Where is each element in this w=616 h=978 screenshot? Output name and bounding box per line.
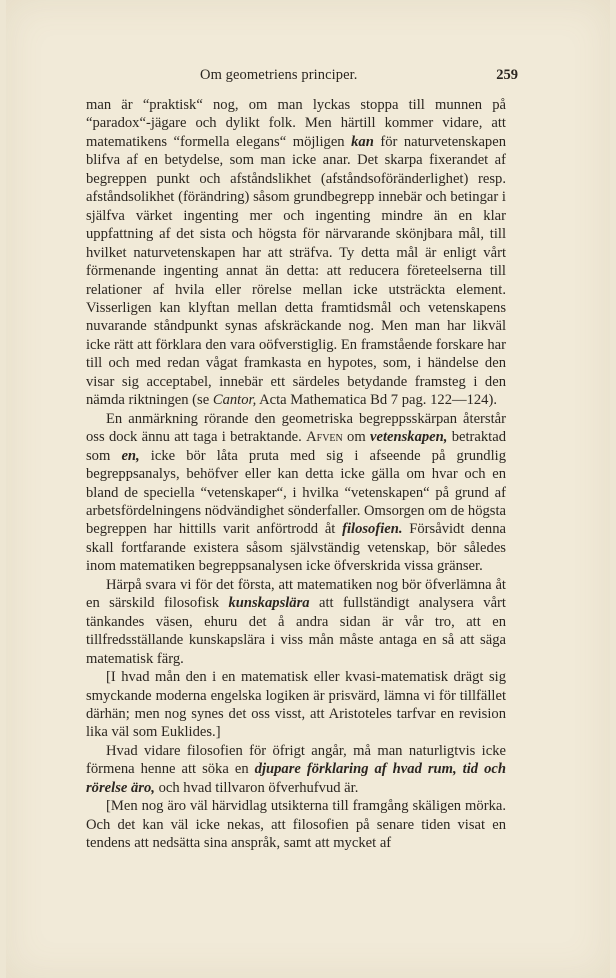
book-page [6, 0, 610, 978]
emphasis-run: kunskapslära [228, 595, 310, 612]
emphasis-run: Cantor, [212, 392, 257, 409]
small-caps-run: Afven [306, 429, 343, 446]
text-run: Acta Mathematica Bd 7 pag. 122—124). [256, 392, 497, 409]
text-run: Hvad vidare filosofien för öfrigt angår, må man naturligtvis icke förmena henne att söka en [86, 742, 506, 778]
text-run: icke bör låta pruta med sig i afseende på grundlig begreppsanalys, behöfver eller kan detta icke gälla om hvar och en bland de speciella “vetenskaper“, i hvilka “vetenskapen“ på grund af arbetsfördelningens nödvändighet sönderfaller. Omsorgen om de högsta begreppen har hittills varit anförtrodd åt [86, 447, 507, 538]
paragraph [86, 797, 506, 852]
paragraph [86, 410, 506, 576]
paragraph [86, 96, 506, 410]
emphasis-run: djupare förklaring af hvad rum, tid och rörelse äro, [86, 761, 506, 796]
text-run: En anmärkning rörande den geometriska begreppsskärpan återstår oss dock ännu att taga i betraktande. [86, 410, 506, 446]
text-run: för naturvetenskapen blifva af en betydelse, som man icke anar. Det skarpa fixerandet af begreppen punkt och afståndslikhet (afståndsoföränderlighet) resp. afståndsolikhet (förändring) såsom grundbegrepp innebär och betingar i själfva värket ingenting mer och ingenting mindre än en klar uppfattning af det sista och högsta för närvarande skönjbara mål, till hvilket naturvetenskapen har att sträfva. Ty detta mål är enligt vårt förmenande ingenting annat än detta: att reducera företeelserna till relationer af hvila eller rörelse mellan icke utsträckta element. Visserligen kan klyftan mellan detta framtidsmål och vetenskapens nuvarande ståndpunkt synas afskräckande nog. Men man har likväl icke rätt att förklara den vara oöfverstiglig. En framstående forskare har till och med redan vågat framkasta en hypotes, som, i händelse den visar sig acceptabel, innebär ett särdeles betydande framsteg i den nämda riktningen (se [86, 133, 506, 409]
running-head [86, 67, 518, 87]
running-title: Om geometriens principer. [200, 67, 358, 83]
text-run: Härpå svara vi för det första, att matematiken nog bör öfverlämna åt en särskild filosofisk [86, 576, 506, 612]
text-run: betraktad som [86, 429, 506, 464]
page-number: 259 [496, 67, 518, 83]
emphasis-run: filosofien. [342, 521, 403, 538]
paragraph [86, 742, 506, 797]
body-text [86, 96, 506, 853]
emphasis-run: en, [121, 447, 140, 464]
text-run: och hvad tillvaron öfverhufvud är. [154, 779, 359, 796]
paragraph [86, 576, 506, 668]
text-run: man är “praktisk“ nog, om man lyckas stoppa till munnen på “paradox“-jägare och dylikt folk. Men härtill kommer vidare, att matematikens “formella elegans“ möjligen [86, 97, 506, 150]
text-run: att fullständigt analysera vårt tänkandes väsen, ehuru det å andra sidan är vår tro, att en tillfredsställande kunskapslära i viss mån måste antaga en så att säga matematisk färg. [86, 595, 506, 667]
text-run: [Men nog äro väl härvidlag utsikterna till framgång skäligen mörka. Och det kan väl icke nekas, att filosofien på senare tiden visat en tendens att nedsätta sina anspråk, samt att mycket af [86, 798, 506, 852]
text-run: om [342, 429, 370, 446]
text-run: [I hvad mån den i en matematisk eller kvasi-matematisk drägt sig smyckande moderna engelska logiken är prisvärd, lämna vi för tillfället därhän; men nog synes det oss visst, att Aristoteles tarfvar en revision lika väl som Euklides.] [86, 669, 506, 741]
emphasis-run: vetenskapen, [369, 429, 448, 446]
paragraph [86, 668, 506, 742]
text-run: Försåvidt denna skall fortfarande existera såsom självständig vetenskap, bör således inom matematiken begreppsanalysen icke öfverskrida vissa gränser. [86, 521, 506, 575]
emphasis-run: kan [351, 133, 374, 150]
